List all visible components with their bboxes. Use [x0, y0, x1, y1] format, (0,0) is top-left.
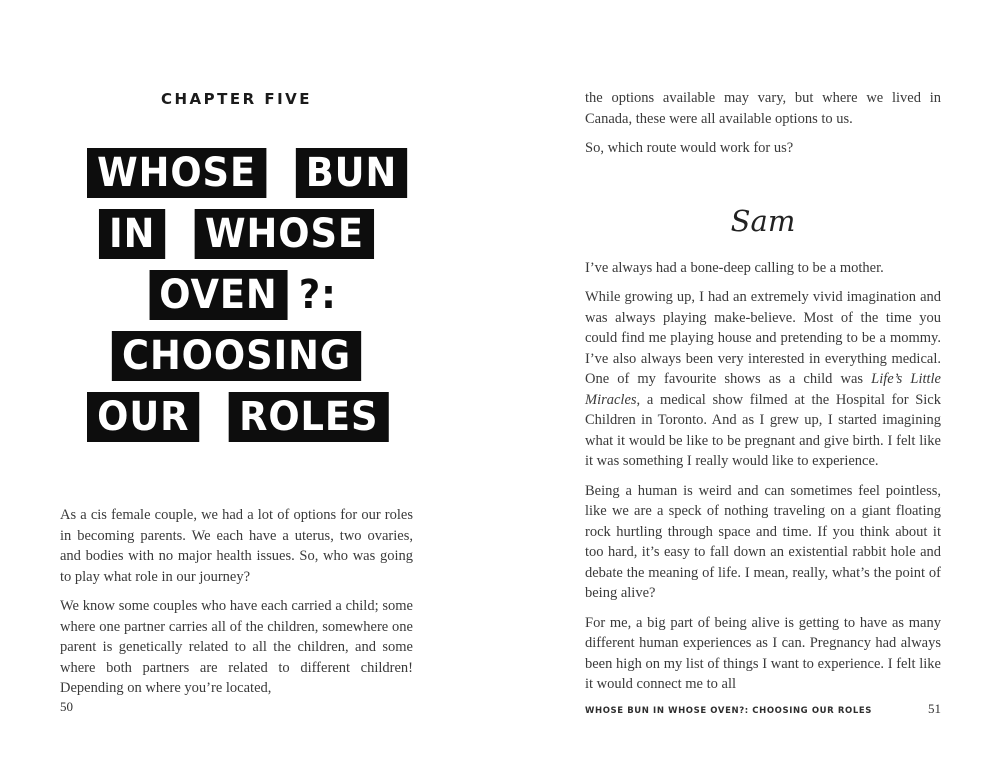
title-word-in: IN [99, 209, 166, 259]
paragraph-calling: I’ve always had a bone-deep calling to be a mother. [585, 259, 884, 276]
chapter-label: CHAPTER FIVE [160, 90, 313, 108]
title-word-roles: ROLES [229, 392, 389, 442]
title-word-whose: WHOSE [87, 148, 266, 198]
title-line-2 [74, 209, 399, 259]
paragraph-for-me: For me, a big part of being alive is getting to have as many different human experiences as I can. Pregnancy had always been high on my list of things I want to experience. I felt like it would connect me to all [585, 614, 941, 692]
paragraph-which-route: So, which route would work for us? [585, 140, 794, 156]
title-word-our: OUR [87, 392, 200, 442]
title-line-3 [74, 270, 399, 320]
title-punctuation: ?: [298, 272, 337, 318]
title-word-choosing: CHOOSING [112, 331, 361, 381]
paragraph-options-continued: the options available may vary, but where we lived in Canada, these were all available options to us. [585, 90, 941, 127]
right-page [585, 0, 941, 773]
show-title-lifes-little-miracles: Life’s Little Miracles [585, 371, 941, 408]
chapter-display-title [60, 148, 413, 453]
title-line-5 [74, 392, 399, 442]
paragraph-being-human: Being a human is weird and can sometimes feel pointless, like we are a speck of nothing traveling on a giant floating rock hurtling through space and time. If you think about it too hard, it’s easy to fall down an existential rabbit hole and debate the meaning of life. I mean, really, what’s the point of being alive? [585, 482, 941, 601]
page-number-right: 51 [928, 701, 941, 716]
paragraph-growing-up [585, 287, 941, 472]
paragraph-growing-up-post: , a medical show filmed at the Hospital for Sick Children in Toronto. And as I grew up, I started imagining what it would be like to be pregnant and give birth. I felt like it was something I really would like to experience. [585, 391, 941, 469]
section-heading-sam: Sam [730, 203, 796, 238]
title-word-bun: BUN [296, 148, 408, 198]
running-title: WHOSE BUN IN WHOSE OVEN?: CHOOSING OUR ROLES [585, 706, 872, 716]
right-body-text [585, 88, 941, 704]
paragraph-couples-we-know: We know some couples who have each carried a child; some where one partner carries all of the children, somewhere one parent is genetically related to all the children, and some where both partners are related to different children! Depending on where you’re located, [60, 598, 413, 696]
right-page-footer [585, 701, 941, 717]
title-word-oven: OVEN [149, 270, 288, 320]
title-word-whose-2: WHOSE [195, 209, 374, 259]
left-body-text [60, 505, 413, 708]
paragraph-growing-up-pre: While growing up, I had an extremely vivid imagination and was always playing make-believe. Most of the time you could find me playing house and pretending to be a mommy. I’ve also always been very interested in everything medical. One of my favourite shows as a child was [585, 289, 941, 387]
paragraph-options-intro: As a cis female couple, we had a lot of options for our roles in becoming parents. We each have a uterus, two ovaries, and bodies with no major health issues. So, who was going to play what role in our journey? [60, 507, 413, 585]
page-number-left: 50 [60, 699, 73, 714]
title-line-4 [74, 331, 399, 381]
title-line-1 [74, 148, 399, 198]
left-page [60, 0, 413, 773]
